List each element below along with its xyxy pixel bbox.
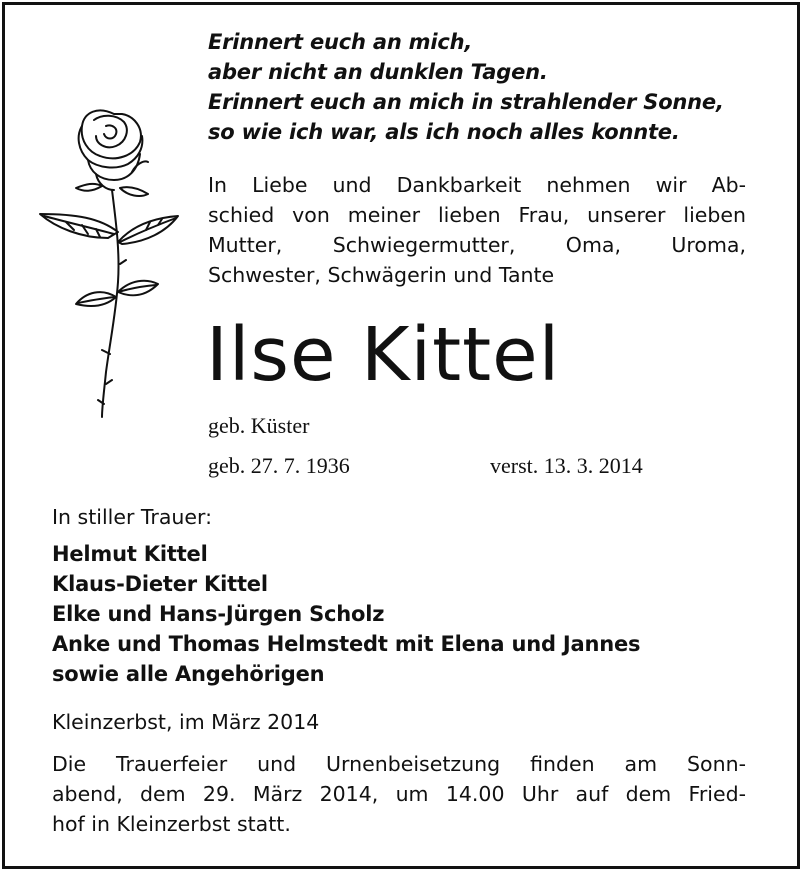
intro-line-4: Schwester, Schwägerin und Tante [208, 263, 555, 287]
poem-line-2: aber nicht an dunklen Tagen. [208, 60, 548, 84]
mourning-label: In stiller Trauer: [52, 505, 212, 529]
family-member: Elke und Hans-Jürgen Scholz [52, 602, 385, 626]
death-date: verst. 13. 3. 2014 [490, 453, 643, 478]
birth-date: geb. 27. 7. 1936 [208, 453, 350, 478]
intro-line-1: In Liebe und Dankbarkeit nehmen wir Ab- [208, 173, 746, 197]
deceased-name: Ilse Kittel [206, 312, 561, 398]
poem-line-1: Erinnert euch an mich, [208, 30, 473, 54]
ceremony-line-1: Die Trauerfeier und Urnenbeisetzung finden am Sonn- [52, 752, 746, 776]
rose-illustration [36, 92, 186, 422]
poem-line-3: Erinnert euch an mich in strahlender Sonne, [208, 90, 724, 114]
family-member: Klaus-Dieter Kittel [52, 572, 268, 596]
ceremony-line-2: abend, dem 29. März 2014, um 14.00 Uhr auf dem Fried- [52, 782, 746, 806]
intro-line-3: Mutter, Schwiegermutter, Oma, Uroma, [208, 233, 746, 257]
place-date: Kleinzerbst, im März 2014 [52, 710, 320, 734]
intro-line-2: schied von meiner lieben Frau, unserer lieben [208, 203, 746, 227]
poem-line-4: so wie ich war, als ich noch alles konnte. [208, 120, 680, 144]
birth-name: geb. Küster [208, 413, 310, 438]
family-member: Anke und Thomas Helmstedt mit Elena und Jannes [52, 632, 641, 656]
ceremony-line-3: hof in Kleinzerbst statt. [52, 812, 291, 836]
family-member: Helmut Kittel [52, 542, 208, 566]
family-member: sowie alle Angehörigen [52, 662, 325, 686]
